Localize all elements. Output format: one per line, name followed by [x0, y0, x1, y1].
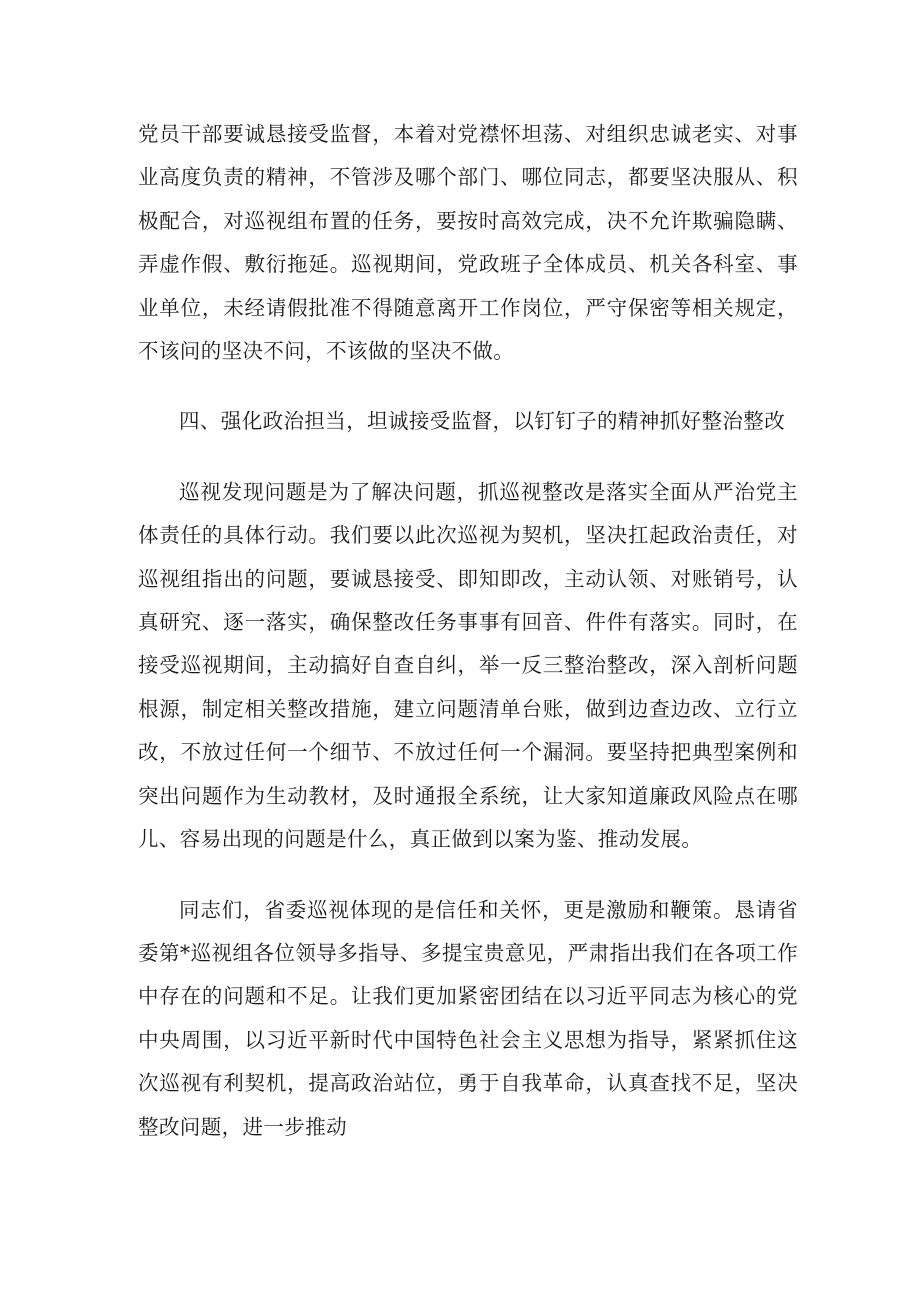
section-heading: 四、强化政治担当，坦诚接受监督，以钉钉子的精神抓好整治整改: [179, 409, 786, 434]
document-body: [138, 113, 798, 1149]
paragraph-closing: 同志们，省委巡视体现的是信任和关怀，更是激励和鞭策。恳请省委第*巡视组各位领导多指导、多提宝贵意见，严肃指出我们在各项工作中存在的问题和不足。让我们更加紧密团结在以习近平同志为核心的党中央周围，以习近平新时代中国特色社会主义思想为指导，紧紧抓住这次巡视有利契机，提高政治站位，勇于自我革命，认真查找不足，坚决整改问题，进一步推动: [138, 897, 798, 1139]
paragraph-rectification: 巡视发现问题是为了解决问题，抓巡视整改是落实全面从严治党主体责任的具体行动。我们要以此次巡视为契机，坚决扛起政治责任，对巡视组指出的问题，要诚恳接受、即知即改，主动认领、对账销号，认真研究、逐一落实，确保整改任务事事有回音、件件有落实。同时，在接受巡视期间，主动搞好自查自纠，举一反三整治整改，深入剖析问题根源，制定相关整改措施，建立问题清单台账，做到边查边改、立行立改，不放过任何一个细节、不放过任何一个漏洞。要坚持把典型案例和突出问题作为生动教材，及时通报全系统，让大家知道廉政风险点在哪儿、容易出现的问题是什么，真正做到以案为鉴、推动发展。: [138, 479, 798, 852]
paragraph-continuation: 党员干部要诚恳接受监督，本着对党襟怀坦荡、对组织忠诚老实、对事业高度负责的精神，不管涉及哪个部门、哪位同志，都要坚决服从、积极配合，对巡视组布置的任务，要按时高效完成，决不允许欺骗隐瞒、弄虚作假、敷衍拖延。巡视期间，党政班子全体成员、机关各科室、事业单位，未经请假批准不得随意离开工作岗位，严守保密等相关规定，不该问的坚决不问，不该做的坚决不做。: [138, 122, 798, 364]
